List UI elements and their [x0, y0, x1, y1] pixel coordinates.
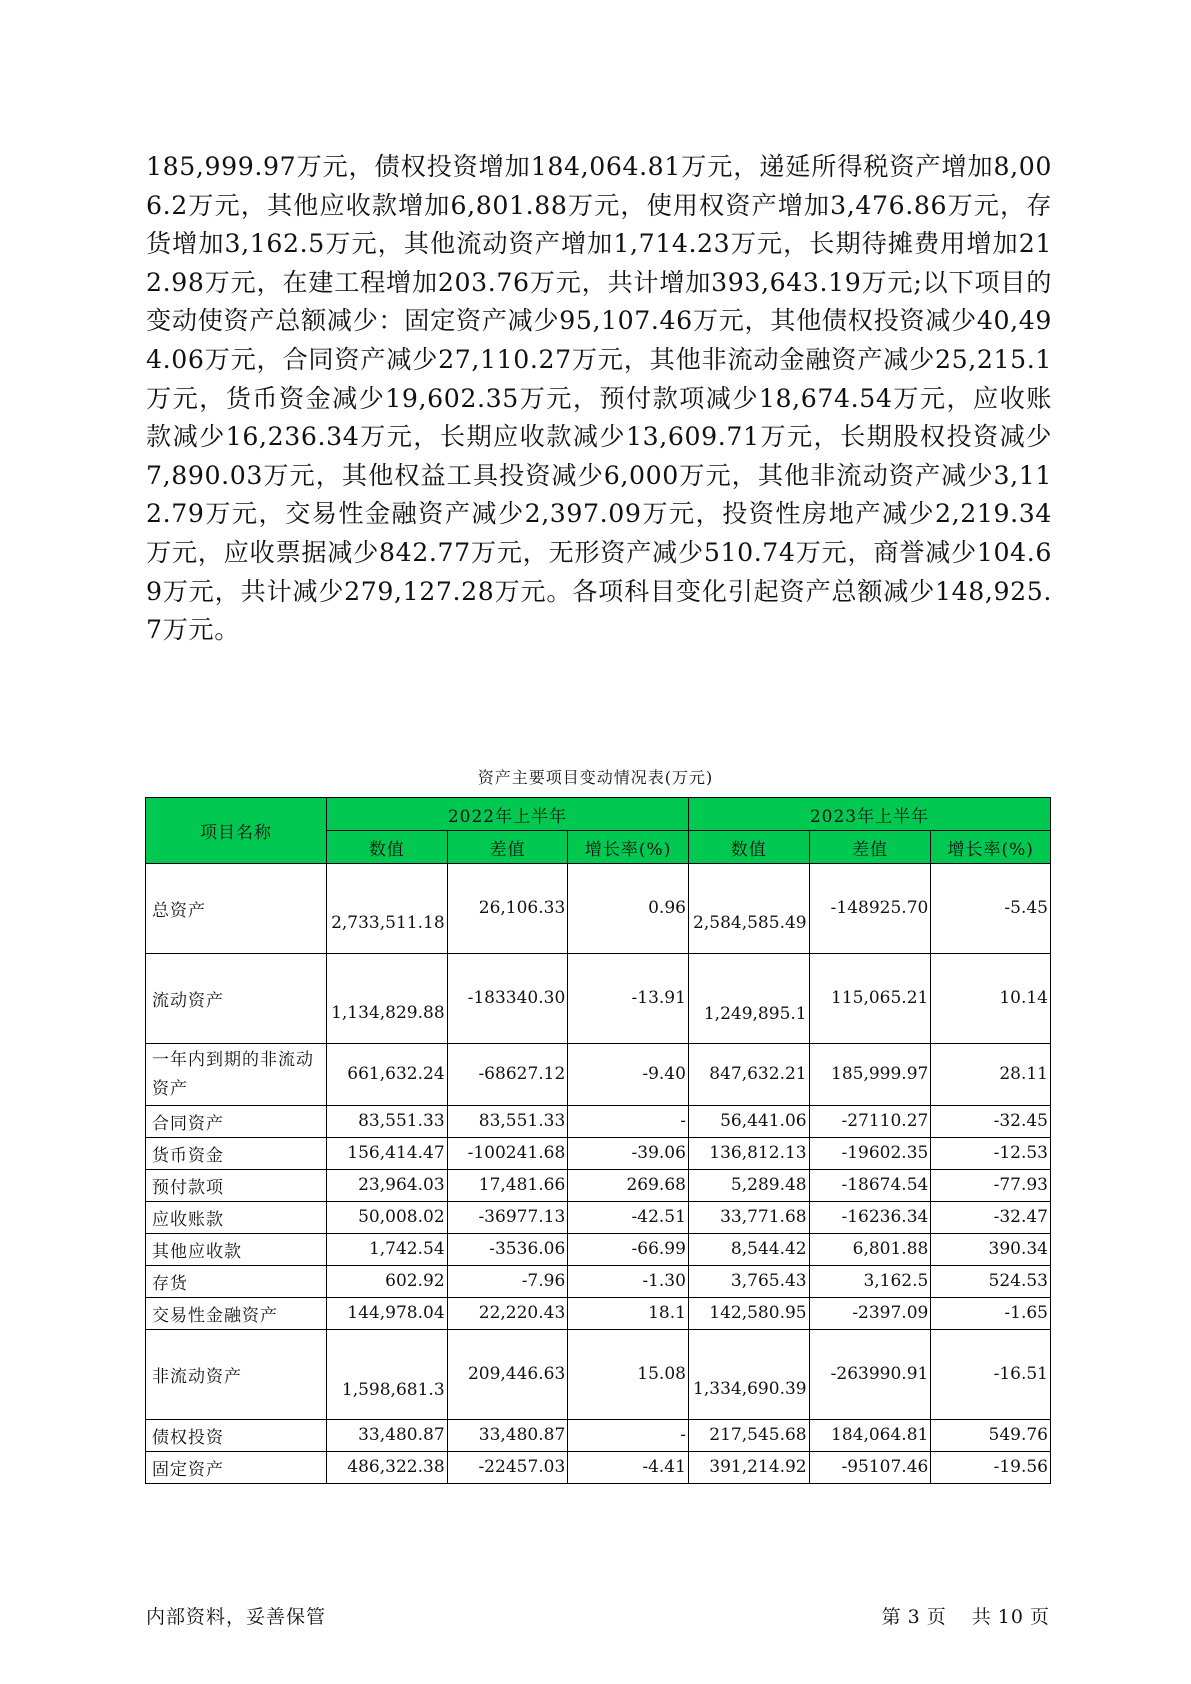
- cell-value: -148925.70: [809, 864, 931, 954]
- cell-value: -3536.06: [447, 1234, 568, 1266]
- cell-value: -39.06: [568, 1138, 689, 1170]
- page-prefix: 第: [881, 1606, 902, 1628]
- cell-value: -19602.35: [809, 1138, 931, 1170]
- header-period-2023: 2023年上半年: [688, 798, 1050, 831]
- total-suffix: 页: [1029, 1606, 1050, 1628]
- cell-value: 1,249,895.1: [688, 954, 809, 1044]
- cell-value: 18.1: [568, 1298, 689, 1330]
- table-row: [146, 1202, 1051, 1234]
- cell-value: -22457.03: [447, 1452, 568, 1484]
- cell-value: 1,742.54: [326, 1234, 447, 1266]
- cell-value: -36977.13: [447, 1202, 568, 1234]
- footer-page-number: [876, 1602, 1050, 1629]
- cell-value: 1,134,829.88: [326, 954, 447, 1044]
- cell-value: -13.91: [568, 954, 689, 1044]
- cell-value: -27110.27: [809, 1106, 931, 1138]
- row-label: 一年内到期的非流动资产: [146, 1044, 327, 1106]
- row-label: 货币资金: [146, 1138, 327, 1170]
- table-row: [146, 954, 1051, 1044]
- cell-value: -1.30: [568, 1266, 689, 1298]
- footer-confidential-note: 内部资料，妥善保管: [146, 1606, 327, 1628]
- cell-value: 184,064.81: [809, 1420, 931, 1452]
- cell-value: 209,446.63: [447, 1330, 568, 1420]
- table-row: [146, 864, 1051, 954]
- row-label: 固定资产: [146, 1452, 327, 1484]
- cell-value: -66.99: [568, 1234, 689, 1266]
- cell-value: 391,214.92: [688, 1452, 809, 1484]
- table-caption: 资产主要项目变动情况表(万元): [477, 768, 714, 787]
- cell-value: 2,733,511.18: [326, 864, 447, 954]
- cell-value: -183340.30: [447, 954, 568, 1044]
- table-row: [146, 1266, 1051, 1298]
- row-label: 交易性金融资产: [146, 1298, 327, 1330]
- cell-value: 269.68: [568, 1170, 689, 1202]
- asset-change-table: [145, 797, 1051, 1484]
- table-row: [146, 1138, 1051, 1170]
- body-paragraph: 185,999.97万元，债权投资增加184,064.81万元，递延所得税资产增加8,006.2万元，其他应收款增加6,801.88万元，使用权资产增加3,476.86万元，存货增加3,162.5万元，其他流动资产增加1,714.23万元，长期待摊费用增加212.98万元，在建工程增加203.76万元，共计增加393,643.19万元;以下项目的变动使资产总额减少：固定资产减少95,107.46万元，其他债权投资减少40,494.06万元，合同资产减少27,110.27万元，其他非流动金融资产减少25,215.1万元，货币资金减少19,602.35万元，预付款项减少18,674.54万元，应收账款减少16,236.34万元，长期应收款减少13,609.71万元，长期股权投资减少7,890.03万元，其他权益工具投资减少6,000万元，其他非流动资产减少3,112.79万元，交易性金融资产减少2,397.09万元，投资性房地产减少2,219.34万元，应收票据减少842.77万元，无形资产减少510.74万元，商誉减少104.69万元，共计减少279,127.28万元。各项科目变化引起资产总额减少148,925.7万元。: [146, 152, 1052, 645]
- cell-value: 6,801.88: [809, 1234, 931, 1266]
- row-label: 应收账款: [146, 1202, 327, 1234]
- page-suffix: 页: [926, 1606, 947, 1628]
- cell-value: 33,480.87: [326, 1420, 447, 1452]
- cell-value: 661,632.24: [326, 1044, 447, 1106]
- row-label: 债权投资: [146, 1420, 327, 1452]
- total-prefix: 共: [971, 1606, 992, 1628]
- row-label: 存货: [146, 1266, 327, 1298]
- cell-value: 217,545.68: [688, 1420, 809, 1452]
- header-diff-2023: 差值: [809, 831, 931, 864]
- cell-value: 15.08: [568, 1330, 689, 1420]
- cell-value: -77.93: [931, 1170, 1051, 1202]
- cell-value: 28.11: [931, 1044, 1051, 1106]
- cell-value: 524.53: [931, 1266, 1051, 1298]
- page-current: 3: [907, 1606, 921, 1628]
- cell-value: 142,580.95: [688, 1298, 809, 1330]
- page-total: 10: [997, 1606, 1024, 1628]
- header-rate-2022: 增长率(%): [568, 831, 689, 864]
- cell-value: 33,480.87: [447, 1420, 568, 1452]
- cell-value: 33,771.68: [688, 1202, 809, 1234]
- header-value-2023: 数值: [688, 831, 809, 864]
- header-rate-2023: 增长率(%): [931, 831, 1051, 864]
- cell-value: -: [568, 1420, 689, 1452]
- cell-value: -263990.91: [809, 1330, 931, 1420]
- cell-value: -12.53: [931, 1138, 1051, 1170]
- cell-value: -9.40: [568, 1044, 689, 1106]
- cell-value: -19.56: [931, 1452, 1051, 1484]
- table-row: [146, 1420, 1051, 1452]
- cell-value: -2397.09: [809, 1298, 931, 1330]
- cell-value: -68627.12: [447, 1044, 568, 1106]
- cell-value: 10.14: [931, 954, 1051, 1044]
- cell-value: 847,632.21: [688, 1044, 809, 1106]
- cell-value: -5.45: [931, 864, 1051, 954]
- table-row: [146, 1330, 1051, 1420]
- header-value-2022: 数值: [326, 831, 447, 864]
- cell-value: 17,481.66: [447, 1170, 568, 1202]
- table-row: [146, 1106, 1051, 1138]
- cell-value: 144,978.04: [326, 1298, 447, 1330]
- cell-value: -42.51: [568, 1202, 689, 1234]
- cell-value: -32.45: [931, 1106, 1051, 1138]
- cell-value: 22,220.43: [447, 1298, 568, 1330]
- table-row: [146, 1452, 1051, 1484]
- row-label: 总资产: [146, 864, 327, 954]
- cell-value: 1,598,681.3: [326, 1330, 447, 1420]
- cell-value: 602.92: [326, 1266, 447, 1298]
- cell-value: 5,289.48: [688, 1170, 809, 1202]
- row-label: 流动资产: [146, 954, 327, 1044]
- cell-value: 115,065.21: [809, 954, 931, 1044]
- cell-value: 83,551.33: [326, 1106, 447, 1138]
- cell-value: 23,964.03: [326, 1170, 447, 1202]
- cell-value: 390.34: [931, 1234, 1051, 1266]
- cell-value: 2,584,585.49: [688, 864, 809, 954]
- header-item-name: 项目名称: [146, 798, 327, 864]
- table-row: [146, 1298, 1051, 1330]
- cell-value: -16236.34: [809, 1202, 931, 1234]
- cell-value: 0.96: [568, 864, 689, 954]
- cell-value: -4.41: [568, 1452, 689, 1484]
- cell-value: -7.96: [447, 1266, 568, 1298]
- header-diff-2022: 差值: [447, 831, 568, 864]
- cell-value: 8,544.42: [688, 1234, 809, 1266]
- cell-value: -: [568, 1106, 689, 1138]
- table-row: [146, 1044, 1051, 1106]
- cell-value: -32.47: [931, 1202, 1051, 1234]
- cell-value: 1,334,690.39: [688, 1330, 809, 1420]
- cell-value: 56,441.06: [688, 1106, 809, 1138]
- cell-value: 83,551.33: [447, 1106, 568, 1138]
- cell-value: 50,008.02: [326, 1202, 447, 1234]
- row-label: 合同资产: [146, 1106, 327, 1138]
- cell-value: 26,106.33: [447, 864, 568, 954]
- table-row: [146, 1234, 1051, 1266]
- cell-value: 3,162.5: [809, 1266, 931, 1298]
- row-label: 非流动资产: [146, 1330, 327, 1420]
- cell-value: -95107.46: [809, 1452, 931, 1484]
- header-period-2022: 2022年上半年: [326, 798, 688, 831]
- row-label: 其他应收款: [146, 1234, 327, 1266]
- table-row: [146, 1170, 1051, 1202]
- cell-value: -16.51: [931, 1330, 1051, 1420]
- cell-value: 486,322.38: [326, 1452, 447, 1484]
- cell-value: -100241.68: [447, 1138, 568, 1170]
- cell-value: 549.76: [931, 1420, 1051, 1452]
- cell-value: 185,999.97: [809, 1044, 931, 1106]
- cell-value: -1.65: [931, 1298, 1051, 1330]
- cell-value: 136,812.13: [688, 1138, 809, 1170]
- cell-value: 156,414.47: [326, 1138, 447, 1170]
- cell-value: 3,765.43: [688, 1266, 809, 1298]
- cell-value: -18674.54: [809, 1170, 931, 1202]
- row-label: 预付款项: [146, 1170, 327, 1202]
